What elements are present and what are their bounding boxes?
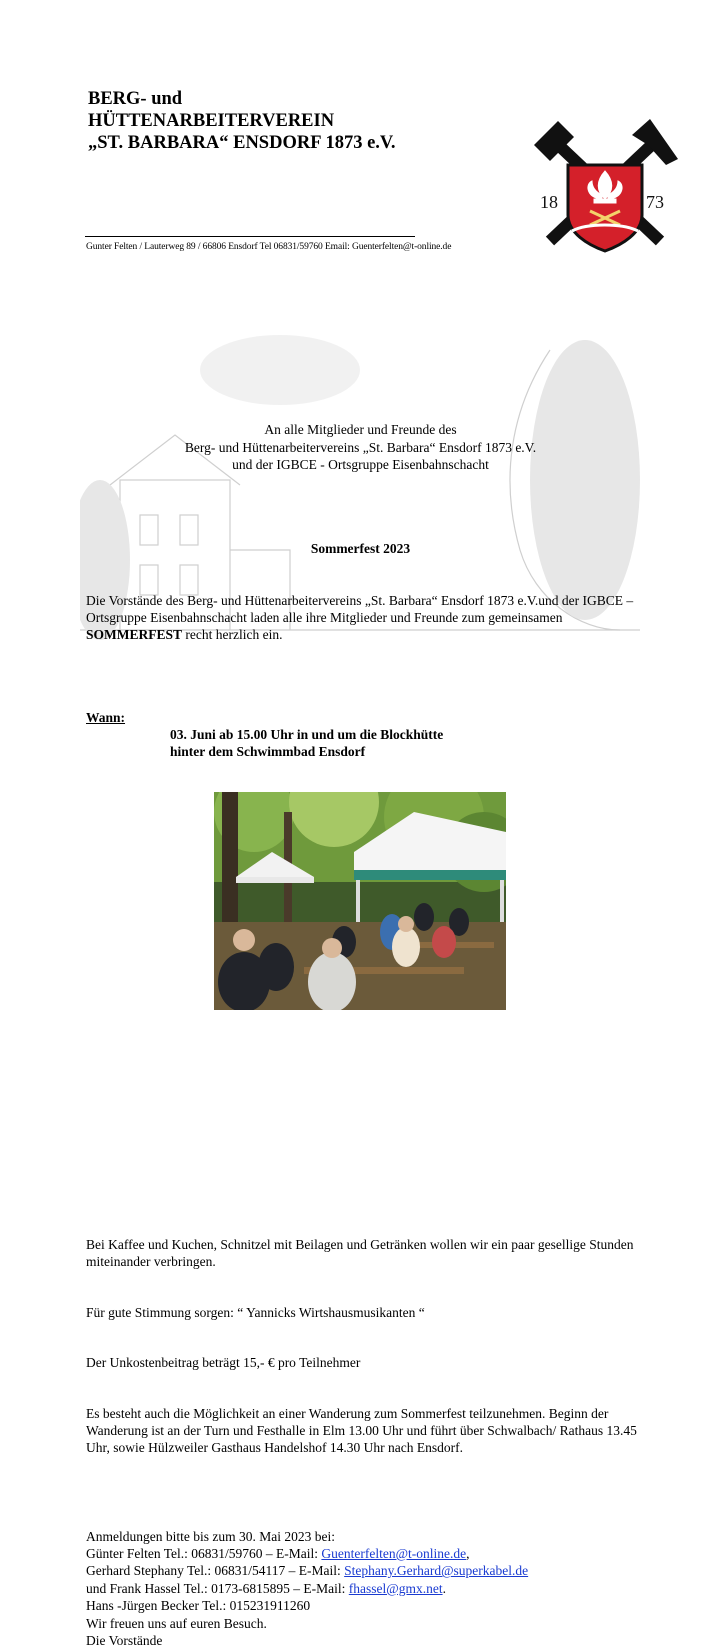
- intro-text: Die Vorstände des Berg- und Hüttenarbeitervereins „St. Barbara“ Ensdorf 1873 e.V.und der IGBCE – Ortsgruppe Eisenbahnschacht laden alle ihre Mitglieder und Freunde zum gemeinsamen: [86, 593, 633, 625]
- email-link[interactable]: Guenterfelten@t-online.de: [321, 1546, 466, 1561]
- addressee-line-3: und der IGBCE - Ortsgruppe Eisenbahnschacht: [0, 456, 721, 474]
- email-link[interactable]: Stephany.Gerhard@superkabel.de: [344, 1563, 528, 1578]
- closing-line: Wir freuen uns auf euren Besuch.: [86, 1615, 646, 1632]
- sender-contact-line: Gunter Felten / Lauterweg 89 / 66806 Ensdorf Tel 06831/59760 Email: Guenterfelten@t-online.de: [86, 242, 721, 252]
- logo-year-right: 73: [646, 192, 664, 212]
- addressee-line-1: An alle Mitglieder und Freunde des: [0, 421, 721, 439]
- contact-line: und Frank Hassel Tel.: 0173-6815895 – E-Mail: fhassel@gmx.net.: [86, 1580, 646, 1597]
- registration-block: [86, 1528, 646, 1649]
- contact-line: Günter Felten Tel.: 06831/59760 – E-Mail: Guenterfelten@t-online.de,: [86, 1545, 646, 1562]
- event-title: Sommerfest 2023: [0, 541, 721, 557]
- contact-line: Gerhard Stephany Tel.: 06831/54117 – E-Mail: Stephany.Gerhard@superkabel.de: [86, 1562, 646, 1579]
- title-line-1: BERG- und: [88, 88, 721, 110]
- fee-paragraph: Der Unkostenbeitrag beträgt 15,- € pro Teilnehmer: [86, 1354, 646, 1371]
- title-line-3: „ST. BARBARA“ ENSDORF 1873 e.V.: [88, 132, 721, 154]
- addressee-block: [0, 421, 721, 474]
- music-paragraph: Für gute Stimmung sorgen: “ Yannicks Wirtshausmusikanten “: [86, 1304, 646, 1321]
- event-photo: [214, 792, 506, 1010]
- hike-paragraph: Es besteht auch die Möglichkeit an einer Wanderung zum Sommerfest teilzunehmen. Beginn der Wanderung ist an der Turn und Festhalle in Elm 13.00 Uhr und führt über Schwalbach/ Rathaus 13.45 Uhr, sowie Hülzweiler Gasthaus Handelshof 14.30 Uhr nach Ensdorf.: [86, 1405, 646, 1456]
- contact-line: Hans -Jürgen Becker Tel.: 015231911260: [86, 1597, 646, 1614]
- intro-emphasis: SOMMERFEST: [86, 627, 182, 642]
- intro-text-end: recht herzlich ein.: [182, 627, 282, 642]
- addressee-line-2: Berg- und Hüttenarbeitervereins „St. Barbara“ Ensdorf 1873 e.V.: [0, 439, 721, 457]
- when-details: [170, 726, 721, 760]
- invitation-paragraph: [86, 592, 646, 643]
- header-divider: [85, 236, 415, 237]
- signature: Die Vorstände: [86, 1632, 646, 1649]
- when-label: Wann:: [86, 710, 721, 726]
- logo-year-left: 18: [540, 192, 558, 212]
- association-logo: [532, 115, 678, 255]
- when-line-1: 03. Juni ab 15.00 Uhr in und um die Blockhütte: [170, 726, 721, 743]
- when-line-2: hinter dem Schwimmbad Ensdorf: [170, 743, 721, 760]
- title-line-2: HÜTTENARBEITERVEREIN: [88, 110, 721, 132]
- email-link[interactable]: fhassel@gmx.net: [349, 1581, 443, 1596]
- registration-intro: Anmeldungen bitte bis zum 30. Mai 2023 bei:: [86, 1528, 646, 1545]
- food-paragraph: Bei Kaffee und Kuchen, Schnitzel mit Beilagen und Getränken wollen wir ein paar gesellige Stunden miteinander verbringen.: [86, 1236, 646, 1270]
